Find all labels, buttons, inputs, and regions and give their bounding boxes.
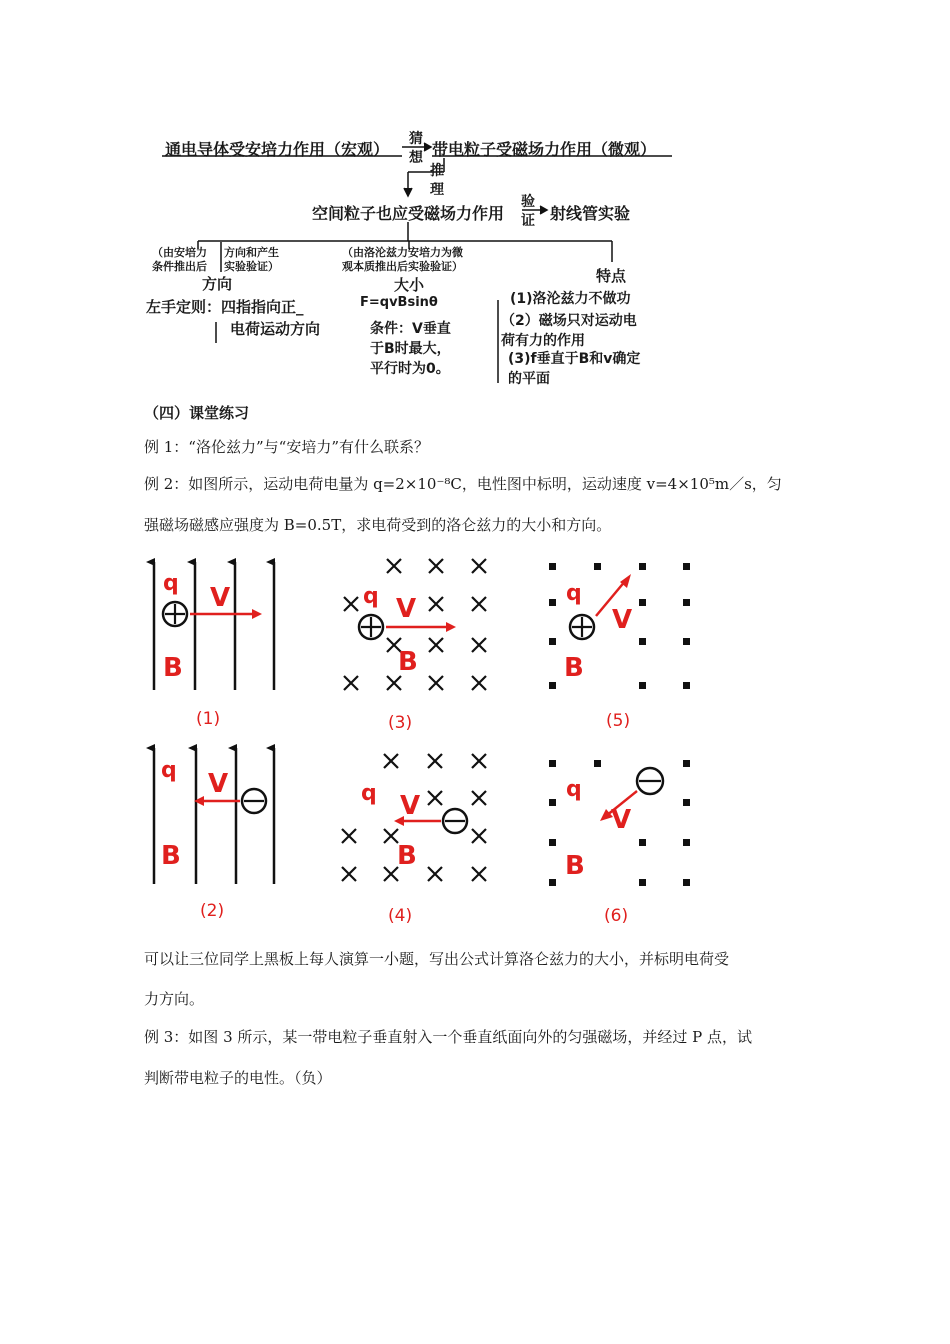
infer-char-2: 理 [430,182,444,198]
field-cross-icon [429,676,443,690]
field-cross-icon [428,867,442,881]
q-label: q [566,581,582,606]
field-cross-icon [472,597,486,611]
guess-char-1: 猜 [409,131,423,147]
b-label: B [565,851,585,881]
note-direction-1: 方向和产生 [224,246,279,259]
field-dot-icon [549,760,556,767]
v-label: V [611,805,632,835]
field-dot-icon [683,638,690,645]
note-lorentz-2: 观本质推出后实验验证） [342,260,463,273]
field-dot-icon [683,563,690,570]
teaching-note-line-1: 可以让三位同学上黑板上每人演算一小题，写出公式计算洛仑兹力的大小，并标明电荷受 [144,950,730,968]
field-dot-icon [594,760,601,767]
example-2-line-2: 强磁场磁感应强度为 B=0.5T，求电荷受到的洛仑兹力的大小和方向。 [144,516,612,534]
caption-5: (5) [606,711,631,731]
field-cross-icon [472,676,486,690]
condition-1: 条件：V垂直 [370,321,451,337]
b-label: B [161,841,181,871]
example-3-line-2: 判断带电粒子的电性。（负） [144,1069,332,1087]
field-cross-icon [384,867,398,881]
field-dot-icon [683,760,690,767]
field-dot-icon [683,839,690,846]
field-dot-icon [639,563,646,570]
field-cross-icon [344,676,358,690]
field-cross-icon [429,597,443,611]
field-dot-icon [639,599,646,606]
field-dot-icon [683,599,690,606]
figure-3 [344,559,486,733]
feature-3b: 的平面 [508,371,550,387]
tube-experiment-label: 射线管实验 [550,204,631,223]
formula-label: F=qvBsinθ [360,295,438,310]
micro-label: 带电粒子受磁场力作用（微观） [432,140,657,159]
caption-6: (6) [604,906,629,926]
figure-2 [154,748,274,921]
field-cross-icon [387,676,401,690]
q-label: q [363,584,379,609]
left-hand-rule-1: 左手定则：四指指向正_ [146,298,304,316]
infer-char-1: 推 [430,163,444,179]
field-cross-icon [384,754,398,768]
field-dot-icon [639,879,646,886]
note-ampere-1: （由安培力 [152,246,207,259]
field-dot-icon [594,563,601,570]
feature-2a: （2）磁场只对运动电 [501,313,637,329]
field-dot-icon [639,682,646,689]
caption-1: (1) [196,709,221,729]
feature-1: (1)洛沦兹力不做功 [510,291,631,307]
v-label: V [612,605,633,635]
example-3-line-1: 例 3：如图 3 所示，某一带电粒子垂直射入一个垂直纸面向外的匀强磁场，并经过 P 点，试 [144,1028,753,1046]
field-cross-icon [472,638,486,652]
example-2-line-1: 例 2：如图所示，运动电荷电量为 q=2×10⁻⁸C，电性图中标明，运动速度 v=4×10⁵m／s，匀 [144,475,782,493]
q-label: q [161,758,177,783]
field-cross-icon [429,638,443,652]
feature-3a: (3)f垂直于B和v确定 [508,351,641,367]
field-dot-icon [549,879,556,886]
field-dot-icon [549,839,556,846]
field-dot-icon [549,682,556,689]
q-label: q [566,777,582,802]
field-cross-icon [342,867,356,881]
field-dot-icon [549,638,556,645]
space-particle-label: 空间粒子也应受磁场力作用 [312,204,505,223]
b-label: B [564,653,584,683]
note-direction-2: 实验验证） [224,260,279,273]
caption-3: (3) [388,713,413,733]
field-dot-icon [683,879,690,886]
field-dot-icon [683,682,690,689]
caption-2: (2) [200,901,225,921]
verify-char-1: 验 [521,194,535,210]
field-cross-icon [428,791,442,805]
field-cross-icon [384,829,398,843]
caption-4: (4) [388,906,413,926]
field-cross-icon [429,559,443,573]
field-cross-icon [387,559,401,573]
v-label: V [396,594,417,624]
magnitude-label: 大小 [394,276,425,294]
field-cross-icon [472,754,486,768]
v-label: V [210,583,231,613]
figure-1 [154,562,274,729]
note-ampere-2: 条件推出后 [152,260,207,273]
figure-5 [549,563,690,731]
field-dot-icon [639,638,646,645]
field-cross-icon [342,829,356,843]
guess-char-2: 想 [409,150,423,166]
field-cross-icon [472,791,486,805]
field-dot-icon [549,599,556,606]
figure-6 [549,760,690,926]
b-label: B [397,841,417,871]
field-dot-icon [683,799,690,806]
verify-char-2: 证 [521,213,535,229]
teaching-note-line-2: 力方向。 [144,990,205,1008]
section-title: （四）课堂练习 [144,404,250,422]
feature-2b: 荷有力的作用 [501,333,585,349]
field-cross-icon [344,597,358,611]
direction-label: 方向 [202,275,233,293]
note-lorentz-1: （由洛沦兹力安培力为微 [342,246,463,259]
field-cross-icon [472,559,486,573]
field-dot-icon [549,799,556,806]
features-label: 特点 [596,267,627,285]
b-label: B [398,647,418,677]
field-cross-icon [472,867,486,881]
field-dot-icon [639,839,646,846]
field-cross-icon [472,829,486,843]
macro-label: 通电导体受安培力作用（宏观） [165,140,390,159]
condition-3: 平行时为0。 [370,361,450,377]
condition-2: 于B时最大， [370,341,451,357]
b-label: B [163,653,183,683]
q-label: q [361,781,377,806]
q-label: q [163,571,179,596]
v-label: V [400,791,421,821]
left-hand-rule-2: 电荷运动方向 [230,320,321,338]
field-dot-icon [549,563,556,570]
example-1: 例 1：“洛伦兹力”与“安培力”有什么联系？ [144,438,429,456]
figure-4 [342,754,486,926]
v-label: V [208,769,229,799]
field-cross-icon [428,754,442,768]
